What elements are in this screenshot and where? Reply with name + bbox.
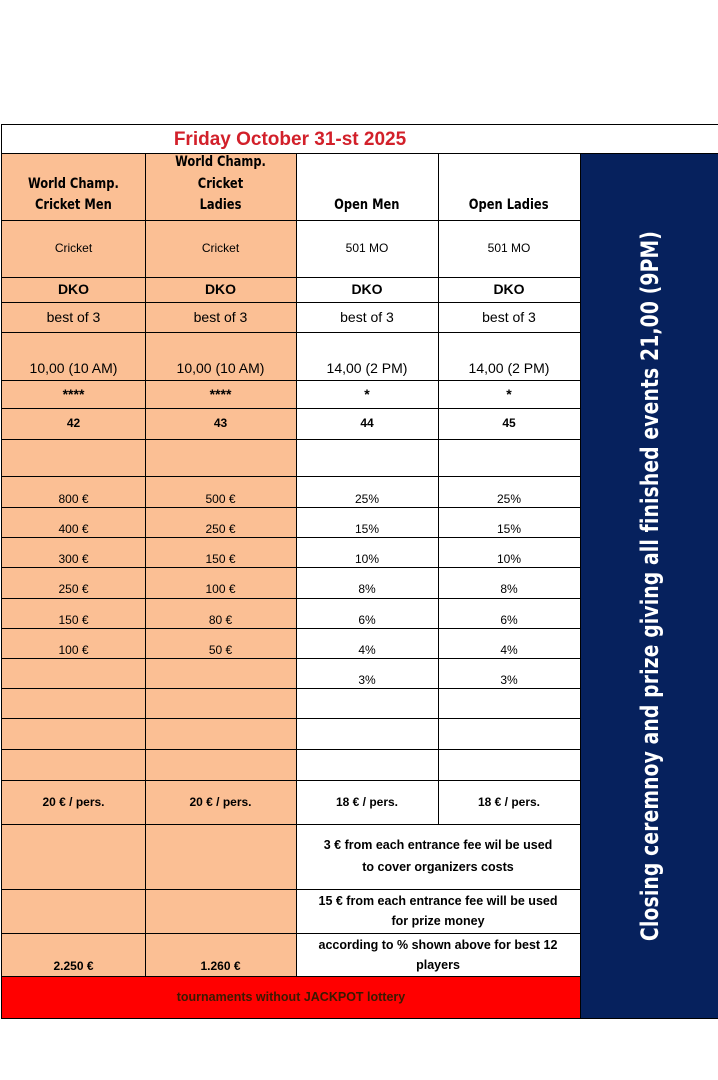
prize-cell: 150 €: [205, 551, 236, 566]
grid-line: [1, 1018, 718, 1019]
grid-line: [1, 439, 581, 440]
prize-cell: 400 €: [58, 521, 89, 536]
game-cell: Cricket: [54, 241, 93, 256]
column-header-4: Open Ladies: [469, 197, 549, 214]
column-header-3: Open Men: [334, 197, 400, 214]
prize-cell: 300 €: [58, 551, 89, 566]
grid-line: [1, 380, 581, 381]
event-number: 45: [502, 416, 516, 431]
grid-line: [1, 124, 718, 125]
start-time-cell: 14,00 (2 PM): [326, 360, 408, 377]
note-prize-money: 15 € from each entrance fee will be used for prize money: [318, 894, 558, 928]
prize-cell: 10%: [496, 551, 522, 566]
prize-cell: 150 €: [58, 612, 89, 627]
event-number: 42: [66, 416, 81, 431]
closing-ceremony-text: Closing ceremnoy and prize giving all finished events 21,00 (9PM): [635, 231, 664, 941]
game-cell: Cricket: [201, 241, 240, 256]
legs-cell: best of 3: [46, 308, 101, 325]
note-distribution: according to % shown above for best 12 players: [318, 937, 558, 972]
event-number: 44: [360, 416, 374, 431]
rating-stars: *: [364, 385, 370, 402]
prize-cell: 6%: [500, 612, 518, 627]
total-prize: 1.260 €: [200, 958, 241, 973]
prize-cell: 3%: [358, 672, 376, 687]
grid-line: [1, 476, 581, 477]
game-cell: 501 MO: [345, 241, 389, 256]
prize-cell: 25%: [496, 491, 522, 506]
prize-cell: 80 €: [208, 612, 233, 627]
prize-cell: 4%: [500, 642, 518, 657]
grid-line: [1, 749, 581, 750]
prize-cell: 3%: [500, 672, 518, 687]
grid-line: [1, 124, 2, 1019]
grid-line: [1, 933, 581, 934]
start-time-cell: 14,00 (2 PM): [468, 360, 550, 377]
grid-line: [1, 567, 581, 568]
prize-cell: 100 €: [58, 642, 89, 657]
grid-line: [1, 976, 581, 977]
game-cell: 501 MO: [487, 241, 531, 256]
column-header-2: World Champ. Cricket Ladies: [175, 153, 266, 214]
prize-cell: 100 €: [205, 581, 236, 596]
prize-cell: [145, 665, 296, 695]
grid-line: [1, 658, 581, 659]
grid-line: [1, 718, 581, 719]
prize-cell: 50 €: [208, 642, 233, 657]
grid-line: [1, 688, 581, 689]
prize-cell: [2, 665, 145, 695]
event-number: 43: [213, 416, 228, 431]
prize-cell: 800 €: [58, 491, 89, 506]
prize-cell: 8%: [500, 581, 518, 596]
prize-cell: 25%: [354, 491, 380, 506]
grid-line: [1, 220, 581, 221]
legs-cell: best of 3: [482, 308, 536, 325]
prize-cell: 6%: [358, 612, 376, 627]
grid-line: [1, 537, 581, 538]
start-time-cell: 10,00 (10 AM): [29, 360, 118, 377]
entry-fee: 18 € / pers.: [335, 794, 399, 809]
note-organizer-costs: 3 € from each entrance fee wil be used to cover organizers costs: [323, 838, 553, 874]
footer-banner: tournaments without JACKPOT lottery: [2, 976, 580, 1018]
format-cell: DKO: [204, 281, 237, 298]
grid-line: [1, 332, 581, 333]
grid-line: [1, 408, 581, 409]
page-title: Friday October 31-st 2025: [173, 128, 407, 150]
prize-cell: 250 €: [205, 521, 236, 536]
prize-cell: 4%: [358, 642, 376, 657]
grid-line: [1, 628, 581, 629]
grid-line: [1, 302, 581, 303]
prize-cell: 10%: [354, 551, 380, 566]
grid-line: [1, 780, 581, 781]
entry-fee: 18 € / pers.: [477, 794, 541, 809]
grid-line: [438, 154, 439, 824]
legs-cell: best of 3: [340, 308, 394, 325]
legs-cell: best of 3: [193, 308, 248, 325]
grid-line: [1, 824, 581, 825]
rating-stars: *: [506, 385, 512, 402]
entry-fee: 20 € / pers.: [42, 794, 105, 809]
grid-line: [1, 598, 581, 599]
start-time-cell: 10,00 (10 AM): [176, 360, 265, 377]
prize-cell: 8%: [358, 581, 376, 596]
grid-line: [1, 507, 581, 508]
format-cell: DKO: [57, 281, 90, 298]
grid-line: [1, 277, 581, 278]
prize-cell: 250 €: [58, 581, 89, 596]
grid-line: [1, 889, 581, 890]
prize-cell: 500 €: [205, 491, 236, 506]
format-cell: DKO: [351, 281, 383, 298]
prize-cell: 15%: [354, 521, 380, 536]
grid-line: [1, 153, 718, 154]
format-cell: DKO: [493, 281, 525, 298]
rating-stars: ****: [209, 385, 232, 402]
rating-stars: ****: [62, 385, 85, 402]
total-prize: 2.250 €: [53, 958, 94, 973]
entry-fee: 20 € / pers.: [189, 794, 252, 809]
prize-cell: 15%: [496, 521, 522, 536]
column-header-1: World Champ. Cricket Men: [28, 175, 119, 214]
closing-ceremony-banner: [581, 154, 718, 1018]
